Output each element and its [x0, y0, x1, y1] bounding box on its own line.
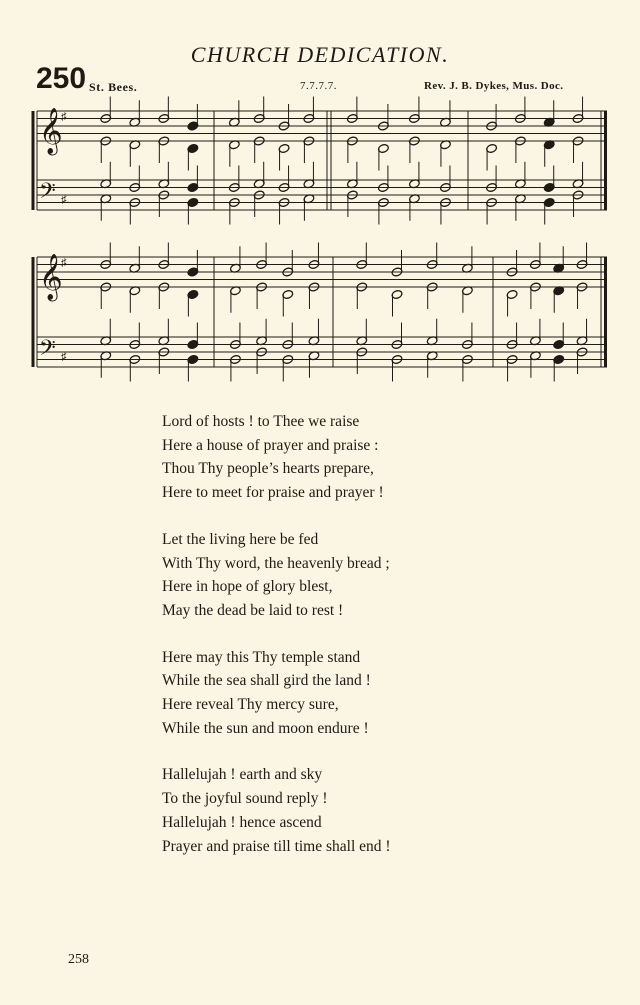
verse-line: Prayer and praise till time shall end ! — [162, 837, 391, 855]
verse-line: To the joyful sound reply ! — [162, 790, 328, 808]
verse-line: Lord of hosts ! to Thee we raise — [162, 413, 360, 430]
verse-line: With Thy word, the heavenly bread ; — [162, 554, 390, 572]
verse-line: Hallelujah ! hence ascend — [162, 813, 322, 831]
treble-clef-icon: 𝄞 — [39, 254, 63, 300]
sharp-icon: ♯ — [61, 111, 67, 123]
hymn-verses — [162, 410, 391, 881]
stanza-2 — [162, 528, 391, 623]
section-title: CHURCH DEDICATION. — [190, 42, 450, 67]
sharp-icon: ♯ — [61, 257, 67, 269]
verse-line: Let the living here be fed — [162, 530, 319, 548]
bass-clef-icon: 𝄢 — [39, 179, 56, 209]
page-number: 258 — [68, 952, 89, 967]
composer: Rev. J. B. Dykes, Mus. Doc. — [424, 80, 564, 92]
verse-line: Here to meet for praise and prayer ! — [162, 484, 384, 502]
treble-clef-icon: 𝄞 — [39, 108, 63, 154]
bass-clef-icon: 𝄢 — [39, 336, 56, 366]
verse-line: Here a house of prayer and praise : — [162, 436, 379, 454]
stanza-1 — [162, 410, 391, 505]
stanza-4 — [162, 763, 391, 858]
verse-line: May the dead be laid to rest ! — [162, 601, 344, 619]
music-score — [0, 0, 640, 400]
sharp-icon: ♯ — [61, 351, 67, 363]
meter: 7.7.7.7. — [300, 80, 337, 92]
verse-line: Here may this Thy temple stand — [162, 648, 361, 666]
verse-line: Here reveal Thy mercy sure, — [162, 696, 339, 714]
verse-line: Thou Thy people’s hearts prepare, — [162, 460, 374, 478]
verse-line: While the sun and moon endure ! — [162, 719, 369, 737]
verse-line: Here in hope of glory blest, — [162, 578, 333, 596]
verse-line: While the sea shall gird the land ! — [162, 672, 371, 690]
tune-name: St. Bees. — [89, 80, 138, 94]
verse-line: Hallelujah ! earth and sky — [162, 766, 323, 784]
sharp-icon: ♯ — [61, 194, 67, 206]
hymn-number: 250 — [36, 62, 87, 95]
stanza-3 — [162, 646, 391, 741]
